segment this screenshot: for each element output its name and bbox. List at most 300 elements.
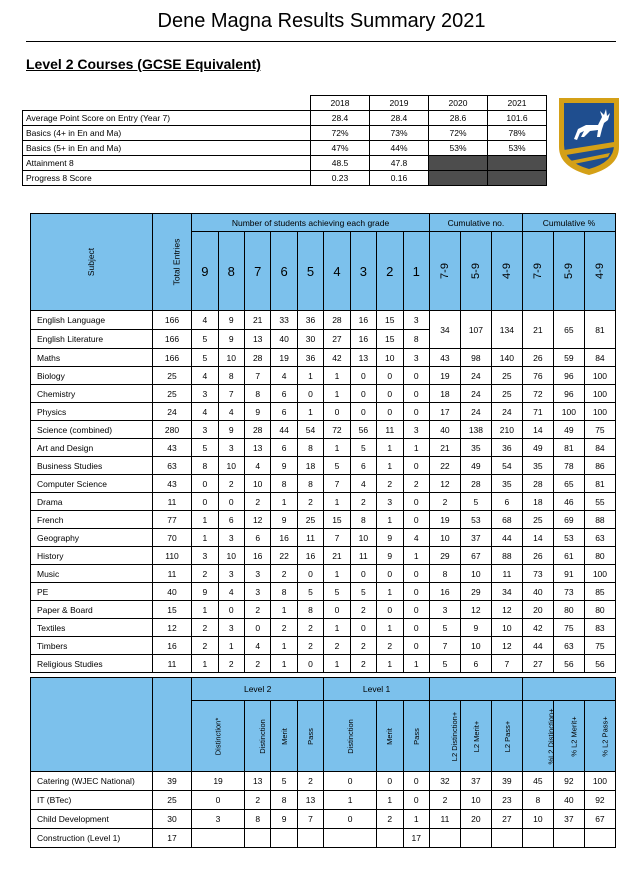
level2-count: 3 [192,810,245,829]
grade-group-header: Number of students achieving each grade [192,214,430,232]
grade-count: 0 [297,565,323,583]
level2-count: 13 [297,791,323,810]
vocational-column-label: Distinction [257,719,267,754]
grade-count: 2 [350,637,376,655]
grade-count: 0 [350,385,376,403]
cum-no-column-header [460,232,491,311]
level2-count [297,829,323,848]
cum-no-value: 140 [491,349,522,367]
subject-name: Geography [31,529,153,547]
vocational-column-label: Pass [306,728,316,745]
summary-row-label: Average Point Score on Entry (Year 7) [23,111,311,126]
cum-no-value: 12 [460,601,491,619]
grade-count: 16 [244,547,270,565]
table-row [31,439,616,457]
cum-no-value: 98 [460,349,491,367]
level1-column-header [324,701,377,772]
grade-count: 0 [244,619,270,637]
grade-count: 11 [297,529,323,547]
summary-row [23,126,547,141]
level2-count [244,829,270,848]
grade-count: 3 [218,565,244,583]
vocational-column-label: % L2 Pass+ [600,716,610,757]
vocational-cum-pct-value [584,829,615,848]
level2-count: 2 [297,772,323,791]
cum-no-value: 107 [460,311,491,349]
total-entries: 16 [152,637,191,655]
grade-count: 10 [350,529,376,547]
grade-count: 19 [271,349,297,367]
grade-count: 2 [244,655,270,673]
summary-header-row [23,96,547,111]
cum-pct-column-header [553,232,584,311]
subject-name: Textiles [31,619,153,637]
cum-no-value: 24 [460,385,491,403]
grade-count: 1 [324,385,350,403]
grade-count: 0 [192,475,218,493]
vocational-cum-no-value: 32 [429,772,460,791]
cum-no-value: 10 [491,619,522,637]
total-entries: 25 [152,385,191,403]
grade-count: 9 [218,421,244,439]
vocational-cum-pct-value [553,829,584,848]
subject-name: PE [31,583,153,601]
cum-pct-value: 56 [584,655,615,673]
cum-no-value: 17 [429,403,460,421]
grade-count: 4 [192,311,218,330]
cum-no-value: 5 [429,619,460,637]
cum-pct-value: 84 [584,349,615,367]
cum-no-value: 6 [491,493,522,511]
entries-header-label: Total Entries [171,238,182,286]
vocational-cum-no-value [460,829,491,848]
cum-pct-value: 100 [584,565,615,583]
table-row [31,385,616,403]
grade-count: 1 [377,619,403,637]
vocational-cum-no-column-header [460,701,491,772]
grade-count: 2 [192,565,218,583]
summary-value [488,156,547,171]
grade-count: 7 [218,385,244,403]
grade-count: 0 [350,565,376,583]
table-row [31,367,616,385]
cum-no-value: 29 [460,583,491,601]
cum-pct-value: 59 [553,349,584,367]
vocational-column-label: %L2 Distinction+ [546,708,556,765]
cum-pct-value: 21 [522,311,553,349]
vocational-cum-no-column-header [429,701,460,772]
summary-value: 73% [370,126,429,141]
summary-value: 53% [488,141,547,156]
cum-no-value: 21 [429,439,460,457]
cum-pct-value: 18 [522,493,553,511]
grade-count: 0 [403,637,429,655]
cum-pct-value: 53 [553,529,584,547]
grade-count: 36 [297,311,323,330]
cum-no-value: 12 [491,637,522,655]
subject-name: English Literature [31,330,153,349]
grade-count: 3 [244,583,270,601]
grade-count: 6 [350,457,376,475]
cum-column-label: 4-9 [593,263,606,279]
total-entries: 166 [152,330,191,349]
cum-no-value: 88 [491,547,522,565]
cum-pct-value: 80 [553,601,584,619]
grade-count: 40 [271,330,297,349]
grade-column-header: 6 [271,232,297,311]
grade-count: 33 [271,311,297,330]
grade-count: 2 [297,619,323,637]
total-entries: 11 [152,655,191,673]
cum-pct-value: 49 [522,439,553,457]
vocational-subject-name: Construction (Level 1) [31,829,153,848]
level2-header: Level 2 [192,678,324,701]
grade-count: 9 [218,330,244,349]
cum-no-value: 19 [429,511,460,529]
grade-count: 5 [350,439,376,457]
cum-no-value: 138 [460,421,491,439]
grade-count: 44 [271,421,297,439]
total-entries: 25 [152,367,191,385]
grade-count: 12 [244,511,270,529]
grade-count: 2 [218,475,244,493]
vocational-cum-pct-value: 10 [522,810,553,829]
cum-no-value: 29 [429,547,460,565]
grade-count: 0 [218,493,244,511]
grade-count: 7 [244,367,270,385]
grade-count: 11 [377,421,403,439]
cum-column-label: 7-9 [438,263,451,279]
vocational-cum-pct-value: 100 [584,772,615,791]
summary-value: 78% [488,126,547,141]
table-row [31,601,616,619]
summary-value: 72% [429,126,488,141]
cum-no-value: 28 [460,475,491,493]
grade-count: 2 [377,475,403,493]
grade-count: 1 [192,601,218,619]
cum-pct-value: 56 [553,655,584,673]
summary-value: 28.4 [370,111,429,126]
vocational-cum-no-value: 23 [491,791,522,810]
total-entries: 11 [152,493,191,511]
grade-count: 6 [271,385,297,403]
grade-count: 4 [350,475,376,493]
cum-pct-value: 100 [584,385,615,403]
cum-no-value: 67 [460,547,491,565]
cum-no-value: 25 [491,367,522,385]
grade-count: 0 [324,601,350,619]
summary-value: 47.8 [370,156,429,171]
cum-pct-value: 49 [553,421,584,439]
level1-count: 1 [403,810,429,829]
vocational-cum-pct-value [522,829,553,848]
summary-value: 0.23 [311,171,370,186]
grade-count: 1 [324,439,350,457]
subject-name: Timbers [31,637,153,655]
cum-no-value: 35 [491,475,522,493]
vocational-row [31,810,616,829]
grade-count: 16 [350,330,376,349]
level1-count: 0 [324,772,377,791]
grade-count: 6 [244,529,270,547]
cum-pct-header: Cumulative % [522,214,615,232]
vocational-cum-pct-value: 37 [553,810,584,829]
grade-count: 9 [377,547,403,565]
vocational-cum-pct-value: 45 [522,772,553,791]
cum-no-value: 36 [491,439,522,457]
grade-count: 1 [271,493,297,511]
grade-count: 0 [350,403,376,421]
vocational-cum-pct-column-header [584,701,615,772]
summary-value [488,171,547,186]
cum-pct-value: 80 [584,601,615,619]
cum-no-value: 24 [460,403,491,421]
cum-no-value: 25 [491,385,522,403]
cum-no-value: 44 [491,529,522,547]
cum-no-value: 16 [429,583,460,601]
summary-value: 28.6 [429,111,488,126]
total-entries: 63 [152,457,191,475]
cum-no-value: 18 [429,385,460,403]
level2-count: 13 [244,772,270,791]
summary-year-header: 2020 [429,96,488,111]
entries-header [152,214,191,311]
grade-count: 0 [377,601,403,619]
grade-count: 0 [403,601,429,619]
grade-count: 1 [377,457,403,475]
grade-count: 2 [377,637,403,655]
table-row [31,403,616,421]
cum-pct-value: 61 [553,547,584,565]
grade-count: 3 [244,565,270,583]
grade-count: 3 [192,385,218,403]
cum-no-value: 53 [460,511,491,529]
vocational-header-row [31,678,616,701]
level1-count: 1 [377,791,403,810]
level1-count [377,829,403,848]
grade-count: 8 [192,457,218,475]
grade-count: 9 [377,529,403,547]
cum-no-value: 2 [429,493,460,511]
grade-count: 5 [192,439,218,457]
cum-no-value: 12 [429,475,460,493]
cum-pct-value: 80 [584,547,615,565]
grade-count: 4 [192,403,218,421]
subject-name: French [31,511,153,529]
grade-count: 3 [218,529,244,547]
level2-count: 5 [271,772,297,791]
cum-no-value: 49 [460,457,491,475]
cum-no-value: 54 [491,457,522,475]
cum-no-value: 210 [491,421,522,439]
level1-header: Level 1 [324,678,430,701]
cum-no-value: 35 [460,439,491,457]
vocational-column-label: Pass [411,728,421,745]
grade-count: 3 [218,439,244,457]
level1-count: 17 [403,829,429,848]
grade-count: 3 [192,547,218,565]
grade-count: 15 [377,311,403,330]
grade-count: 0 [403,619,429,637]
grade-count: 2 [192,637,218,655]
grade-count: 6 [218,511,244,529]
total-entries: 40 [152,583,191,601]
cum-pct-value: 96 [553,385,584,403]
cum-no-value: 9 [460,619,491,637]
summary-row-label: Basics (4+ in En and Ma) [23,126,311,141]
level1-count [324,829,377,848]
summary-value: 53% [429,141,488,156]
vocational-subject-header [31,678,153,772]
cum-no-value: 43 [429,349,460,367]
level2-count: 7 [297,810,323,829]
grade-count: 1 [403,655,429,673]
grade-count: 3 [192,421,218,439]
cum-pct-value: 26 [522,349,553,367]
cum-pct-value: 14 [522,529,553,547]
subject-name: English Language [31,311,153,330]
grade-count: 0 [403,583,429,601]
cum-pct-value: 76 [522,367,553,385]
vocational-column-label: Merit [279,728,289,745]
grade-count: 0 [403,385,429,403]
vocational-cum-no-value: 10 [460,791,491,810]
grade-count: 2 [350,655,376,673]
summary-row [23,141,547,156]
grades-header-row [31,214,616,232]
grade-count: 0 [377,367,403,385]
grade-count: 13 [350,349,376,367]
vocational-cum-no-header [429,678,522,701]
grade-count: 5 [324,457,350,475]
subject-header [31,214,153,311]
vocational-cum-pct-value: 92 [584,791,615,810]
subject-header-label: Subject [86,247,97,277]
grade-count: 9 [192,583,218,601]
vocational-cum-no-value: 2 [429,791,460,810]
cum-pct-value: 27 [522,655,553,673]
grade-count: 4 [218,583,244,601]
cum-no-value: 7 [491,655,522,673]
level1-count: 1 [324,791,377,810]
grade-count: 2 [271,619,297,637]
grade-count: 4 [218,403,244,421]
grade-count: 8 [297,439,323,457]
summary-value [429,171,488,186]
grade-count: 13 [244,439,270,457]
cum-pct-value: 91 [553,565,584,583]
cum-pct-value: 81 [553,439,584,457]
grade-column-header: 5 [297,232,323,311]
grade-count: 3 [377,493,403,511]
grade-count: 1 [324,367,350,385]
page-title: Dene Magna Results Summary 2021 [157,10,486,32]
cum-pct-value: 63 [584,529,615,547]
subject-name: Paper & Board [31,601,153,619]
table-row [31,311,616,330]
subject-name: History [31,547,153,565]
level2-count: 8 [271,791,297,810]
cum-column-label: 5-9 [469,263,482,279]
level2-count: 0 [192,791,245,810]
grade-count: 5 [324,583,350,601]
cum-no-value: 68 [491,511,522,529]
table-row [31,565,616,583]
grade-count: 0 [403,367,429,385]
cum-pct-value: 85 [584,583,615,601]
grade-column-header: 2 [377,232,403,311]
grade-count: 27 [324,330,350,349]
cum-no-value: 24 [491,403,522,421]
grade-count: 2 [403,475,429,493]
grade-count: 15 [377,330,403,349]
grade-count: 10 [244,475,270,493]
vocational-column-label: Merit [385,728,395,745]
subject-name: Art and Design [31,439,153,457]
vocational-column-label: L2 Merit+ [472,720,482,753]
grade-count: 1 [192,529,218,547]
grade-count: 1 [403,547,429,565]
cum-pct-value: 96 [553,367,584,385]
cum-no-value: 7 [429,637,460,655]
grade-count: 16 [350,311,376,330]
table-row [31,475,616,493]
cum-no-value: 3 [429,601,460,619]
level1-column-header [377,701,403,772]
grade-count: 1 [297,367,323,385]
grade-count: 21 [244,311,270,330]
vocational-total-entries: 30 [152,810,191,829]
cum-pct-value: 100 [553,403,584,421]
vocational-column-label: L2 Pass+ [503,720,513,753]
level2-column-header [271,701,297,772]
cum-no-value: 40 [429,421,460,439]
cum-pct-value: 46 [553,493,584,511]
grade-column-header: 1 [403,232,429,311]
cum-no-value: 22 [429,457,460,475]
grade-count: 5 [192,330,218,349]
vocational-cum-pct-value: 40 [553,791,584,810]
grade-count: 4 [403,529,429,547]
cum-pct-value: 81 [584,311,615,349]
vocational-column-label: % L2 Merit+ [569,716,579,757]
grade-count: 4 [271,367,297,385]
grade-count: 2 [271,565,297,583]
grade-count: 1 [377,655,403,673]
vocational-cum-no-value [491,829,522,848]
cum-pct-value: 73 [522,565,553,583]
level2-count: 19 [192,772,245,791]
grade-count: 10 [377,349,403,367]
grade-count: 2 [218,655,244,673]
total-entries: 24 [152,403,191,421]
vocational-cum-no-value: 27 [491,810,522,829]
cum-no-value: 34 [491,583,522,601]
school-crest-logo [556,95,622,177]
total-entries: 43 [152,475,191,493]
grade-count: 1 [271,637,297,655]
subject-name: Chemistry [31,385,153,403]
grade-count: 0 [324,403,350,421]
summary-table [22,95,547,186]
grade-count: 8 [244,385,270,403]
vocational-cum-pct-column-header [553,701,584,772]
grade-count: 0 [297,655,323,673]
cum-pct-value: 63 [553,637,584,655]
vocational-cum-pct-header [522,678,615,701]
grade-count: 2 [297,637,323,655]
grade-count: 0 [350,619,376,637]
